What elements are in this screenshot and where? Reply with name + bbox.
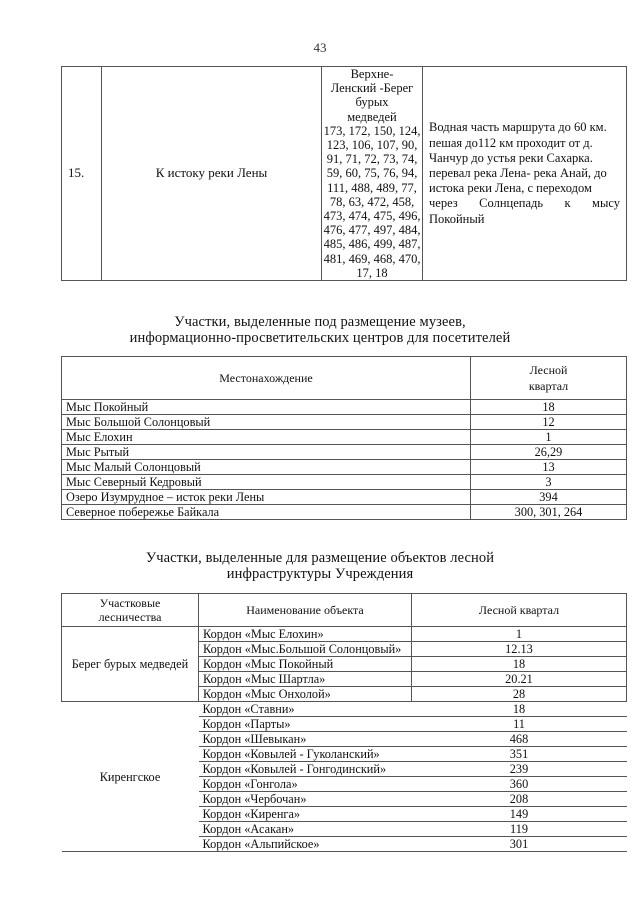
museums-section-title (0, 314, 640, 346)
quarter-cell: 1 (412, 627, 627, 642)
route-table (61, 66, 627, 281)
quarter-cell: 18 (471, 400, 627, 415)
column-header-forestry: Участковые лесничества (62, 594, 199, 627)
object-cell: Кордон «Ставни» (199, 702, 412, 717)
column-header-object: Наименование объекта (199, 594, 412, 627)
location-cell: Мыс Большой Солонцовый (62, 415, 471, 430)
table-row (62, 490, 627, 505)
infrastructure-table (61, 593, 627, 852)
quarters-line: Ленский -Берег (330, 81, 414, 96)
table-header-row (62, 594, 627, 627)
quarter-cell: 13 (471, 460, 627, 475)
quarters-line: 123, 106, 107, 90, (326, 138, 418, 153)
museums-table (61, 356, 627, 520)
location-cell: Мыс Рытый (62, 445, 471, 460)
quarter-cell: 1 (471, 430, 627, 445)
quarters-line: 173, 172, 150, 124, (323, 123, 421, 138)
table-row (62, 702, 627, 717)
object-cell: Кордон «Мыс Покойный (199, 657, 412, 672)
location-cell: Мыс Северный Кедровый (62, 475, 471, 490)
table-row (62, 460, 627, 475)
quarters-line: медведей (347, 109, 397, 124)
route-number: 15. (62, 67, 102, 281)
section-title-line: Участки, выделенные под размещение музеев, (174, 314, 466, 330)
quarter-cell: 18 (412, 657, 627, 672)
quarters-line: 485, 486, 499, 487, (323, 237, 421, 252)
table-row (62, 400, 627, 415)
quarters-line: бурых (355, 95, 389, 110)
quarter-cell: 18 (412, 702, 627, 717)
table-row (62, 67, 627, 281)
quarters-line: 111, 488, 489, 77, (327, 180, 417, 195)
quarters-line: 481, 469, 468, 470, (323, 251, 421, 266)
object-cell: Кордон «Гонгола» (199, 777, 412, 792)
description-line: пешая до112 км проходит от д. (429, 135, 593, 150)
column-header-location: Местонахождение (62, 357, 471, 400)
object-cell: Кордон «Мыс.Большой Солонцовый» (199, 642, 412, 657)
route-name: К истоку реки Лены (102, 67, 322, 281)
quarter-cell: 26,29 (471, 445, 627, 460)
object-cell: Кордон «Ковылей - Гуколанский» (199, 747, 412, 762)
quarter-cell: 301 (412, 837, 627, 852)
table-row (62, 445, 627, 460)
object-cell: Кордон «Киренга» (199, 807, 412, 822)
location-cell: Озеро Изумрудное – исток реки Лены (62, 490, 471, 505)
section-title-line: Участки, выделенные для размещение объектов лесной (145, 550, 495, 566)
description-line: Чанчур до устья реки Сахарка. (429, 150, 593, 165)
quarter-cell: 11 (412, 717, 627, 732)
column-header-quarter: Лесной квартал (412, 594, 627, 627)
object-cell: Кордон «Мыс Елохин» (199, 627, 412, 642)
quarter-cell: 351 (412, 747, 627, 762)
quarters-line: 91, 71, 72, 73, 74, (326, 152, 418, 167)
table-header-row (62, 357, 627, 400)
location-cell: Северное побережье Байкала (62, 505, 471, 520)
quarter-cell: 3 (471, 475, 627, 490)
forestry-cell: Киренгское (62, 702, 199, 852)
quarter-cell: 20.21 (412, 672, 627, 687)
route-description (423, 67, 627, 281)
table-row (62, 415, 627, 430)
quarters-line: 476, 477, 497, 484, (323, 223, 421, 238)
quarter-cell: 360 (412, 777, 627, 792)
object-cell: Кордон «Асакан» (199, 822, 412, 837)
table-row (62, 475, 627, 490)
object-cell: Кордон «Мыс Онхолой» (199, 687, 412, 702)
object-cell: Кордон «Мыс Шартла» (199, 672, 412, 687)
quarter-cell: 119 (412, 822, 627, 837)
object-cell: Кордон «Парты» (199, 717, 412, 732)
quarter-cell: 300, 301, 264 (471, 505, 627, 520)
table-row (62, 505, 627, 520)
table-row (62, 430, 627, 445)
route-forestry-quarters (322, 67, 423, 281)
quarter-cell: 239 (412, 762, 627, 777)
description-line: истока реки Лена, с переходом (429, 181, 592, 196)
quarter-cell: 12 (471, 415, 627, 430)
location-cell: Мыс Малый Солонцовый (62, 460, 471, 475)
quarters-line: 17, 18 (356, 265, 388, 280)
object-cell: Кордон «Чербочан» (199, 792, 412, 807)
quarters-line: 473, 474, 475, 496, (323, 209, 421, 224)
page-number: 43 (313, 40, 327, 55)
quarter-cell: 394 (471, 490, 627, 505)
quarter-cell: 28 (412, 687, 627, 702)
description-line: Водная часть маршрута до 60 км. (429, 120, 607, 135)
section-title-line: инфраструктуры Учреждения (226, 566, 414, 582)
quarters-line: Верхне- (350, 67, 394, 81)
object-cell: Кордон «Шевыкан» (199, 732, 412, 747)
quarter-cell: 149 (412, 807, 627, 822)
location-cell: Мыс Покойный (62, 400, 471, 415)
location-cell: Мыс Елохин (62, 430, 471, 445)
forestry-cell: Берег бурых медведей (62, 627, 199, 702)
infrastructure-section-title (0, 550, 640, 582)
object-cell: Кордон «Альпийское» (199, 837, 412, 852)
column-header-quarter: Лесной квартал (471, 357, 627, 400)
quarters-line: 59, 60, 75, 76, 94, (326, 166, 418, 181)
quarter-cell: 468 (412, 732, 627, 747)
description-line: через Солнцепадь к мысу Покойный (429, 196, 620, 226)
table-row (62, 627, 627, 642)
quarter-cell: 208 (412, 792, 627, 807)
quarters-line: 78, 63, 472, 458, (329, 194, 415, 209)
section-title-line: информационно-просветительских центров для посетителей (129, 330, 511, 346)
quarter-cell: 12.13 (412, 642, 627, 657)
description-line: перевал река Лена- река Анай, до (429, 165, 607, 180)
object-cell: Кордон «Ковылей - Гонгодинский» (199, 762, 412, 777)
